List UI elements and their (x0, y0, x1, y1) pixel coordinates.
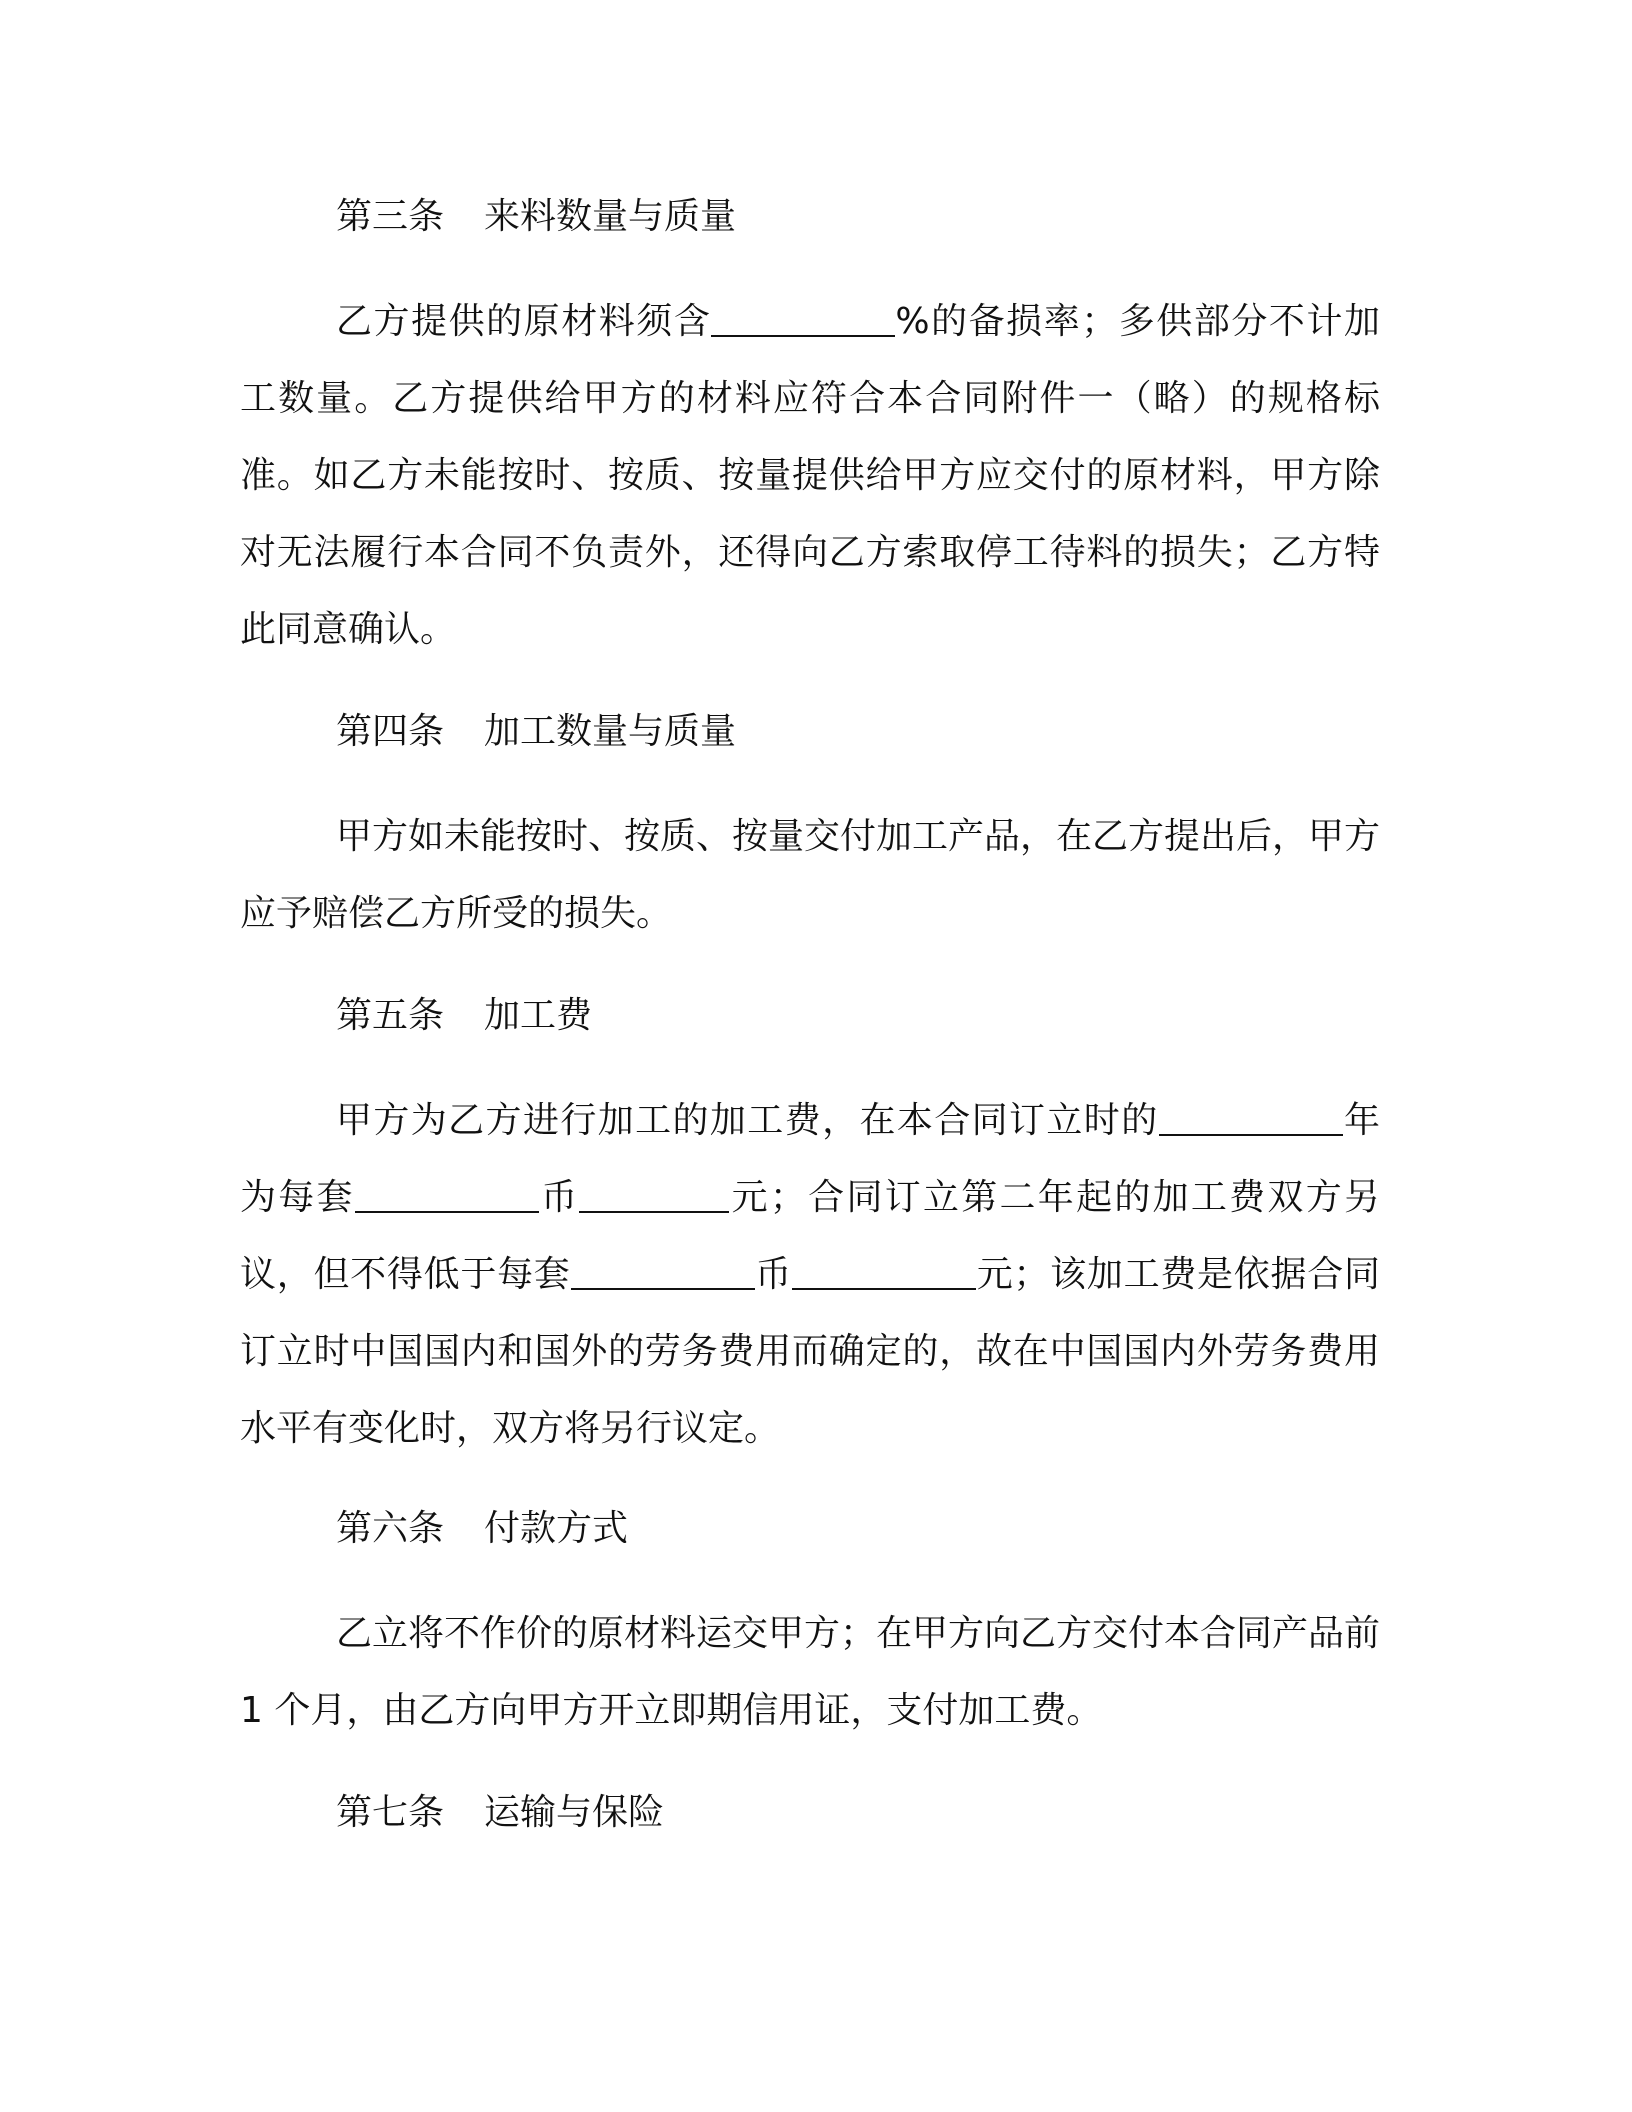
article-7-heading (336, 1774, 664, 1851)
blank-field (579, 1179, 729, 1213)
article-7-number: 第七条 (336, 1792, 445, 1833)
article-5-body: 甲方为乙方进行加工的加工费，在本合同订立时的 年为每套 币 元；合同订立第二年起的加工费双方另议，但不得低于每套 币 元；该加工费是依据合同订立时中国国内和国外的劳务费用而确定的，故在中国国内外劳务费用水平有变化时，双方将另行议定。 (240, 1100, 1380, 1449)
article-6-title: 付款方式 (484, 1508, 629, 1549)
article-3-title: 来料数量与质量 (484, 196, 737, 237)
blank-field (355, 1179, 539, 1213)
article-5-number: 第五条 (336, 995, 445, 1036)
blank-field (1159, 1102, 1343, 1136)
article-5-heading (336, 977, 592, 1054)
article-5-title: 加工费 (484, 995, 593, 1036)
article-3-heading (336, 178, 736, 255)
article-6-body: 乙立将不作价的原材料运交甲方；在甲方向乙方交付本合同产品前 1 个月，由乙方向甲方开立即期信用证，支付加工费。 (240, 1613, 1381, 1731)
article-4-heading (336, 693, 736, 770)
article-3-body: 乙方提供的原材料须含 %的备损率；多供部分不计加工数量。乙方提供给甲方的材料应符合本合同附件一（略）的规格标准。如乙方未能按时、按质、按量提供给甲方应交付的原材料，甲方除对无法履行本合同不负责外，还得向乙方索取停工待料的损失；乙方特此同意确认。 (240, 301, 1380, 650)
article-7-title: 运输与保险 (484, 1792, 665, 1833)
blank-field (711, 303, 895, 337)
article-4-number: 第四条 (336, 711, 445, 752)
article-3-number: 第三条 (336, 196, 445, 237)
blank-field (571, 1256, 755, 1290)
article-4-title: 加工数量与质量 (484, 711, 737, 752)
article-4-body: 甲方如未能按时、按质、按量交付加工产品，在乙方提出后，甲方应予赔偿乙方所受的损失。 (240, 816, 1381, 934)
blank-field (792, 1256, 976, 1290)
article-6-heading (336, 1490, 628, 1567)
article-6-number: 第六条 (336, 1508, 445, 1549)
